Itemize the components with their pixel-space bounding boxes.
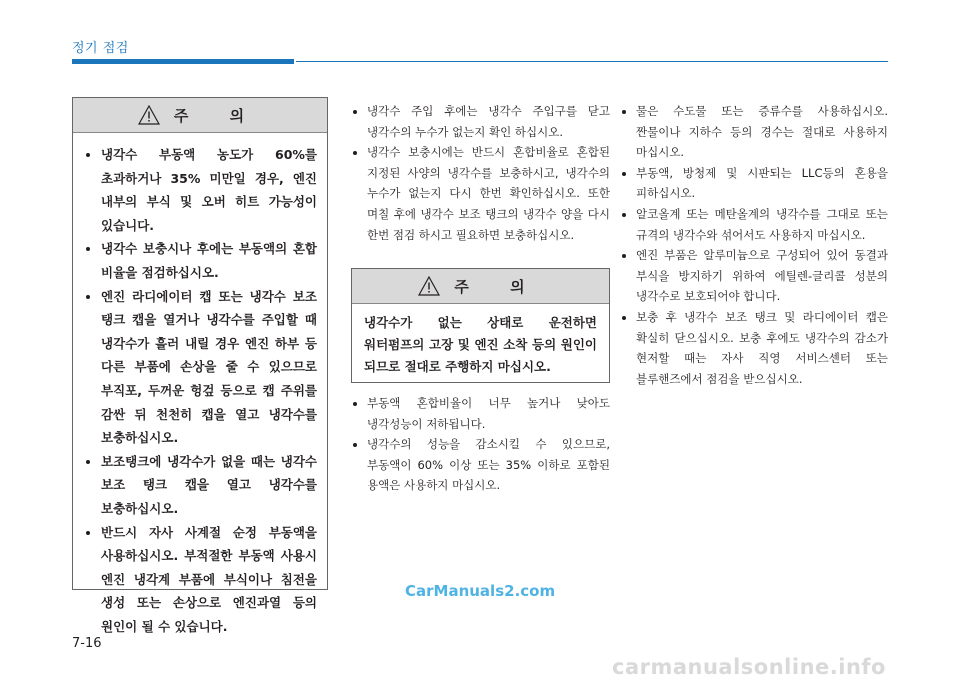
list-item: • 엔진 라디에이터 캡 또는 냉각수 보조 탱크 캡을 열거나 냉각수를 주입할 때 냉각수가 흘러 내릴 경우 엔진 하부 등 다른 부품에 손상을 줄 수 있으므로 부직포, 두꺼운 헝겊 등으로 캡 주위를 감싼 뒤 천천히 캡을 열고 냉각수를 보충하십시오. <box>101 285 317 450</box>
list-item: • 냉각수 보충시나 후에는 부동액의 혼합 비율을 점검하십시오. <box>101 237 317 284</box>
caution-title: 주 의 <box>173 106 263 125</box>
caution-header <box>73 98 327 133</box>
page-number: 7-16 <box>72 636 102 651</box>
list-item: • 부동액, 방청제 및 시판되는 LLC등의 혼용을 피하십시오. <box>636 163 888 204</box>
header-rule-thick <box>72 59 294 64</box>
list-item: • 반드시 자사 사계절 순정 부동액을 사용하십시오. 부적절한 부동액 사용시 엔진 냉각계 부품에 부식이나 침전을 생성 또는 손상으로 엔진과열 등의 원인이 될 수 있습니다. <box>101 521 317 639</box>
caution-title: 주 의 <box>454 277 543 296</box>
section-title: 정기 점검 <box>72 41 129 56</box>
list-item: • 냉각수 주입 후에는 냉각수 주입구를 닫고 냉각수의 누수가 없는지 확인 하십시오. <box>367 101 610 142</box>
watermark-corner: carmanualsonline.info <box>612 655 886 679</box>
caution-header <box>352 269 609 304</box>
list-item: • 냉각수의 성능을 감소시킬 수 있으므로, 부동액이 60% 이상 또는 35% 이하로 포함된 용액은 사용하지 마십시오. <box>367 434 610 496</box>
header-rule-thin <box>296 61 888 62</box>
list-item: • 부동액 혼합비율이 너무 높거나 낮아도 냉각성능이 저하됩니다. <box>367 393 610 434</box>
column-2-top <box>351 101 610 245</box>
caution-text: 냉각수가 없는 상태로 운전하면 워터펌프의 고장 및 엔진 소착 등의 원인이 되므로 절대로 주행하지 마십시오. <box>364 315 597 374</box>
column-3 <box>620 101 888 389</box>
watermark-link[interactable]: CarManuals2.com <box>405 582 556 600</box>
list-item: • 냉각수 부동액 농도가 60%를 초과하거나 35% 미만일 경우, 엔진 내부의 부식 및 오버 히트 가능성이 있습니다. <box>101 143 317 237</box>
list-item: • 보충 후 냉각수 보조 탱크 및 라디에이터 캡은 확실히 닫으십시오. 보충 후에도 냉각수의 감소가 현저할 때는 자사 직영 서비스센터 또는 블루핸즈에서 점검을 받으십시오. <box>636 307 888 389</box>
list-item: • 엔진 부품은 알루미늄으로 구성되어 있어 동결과 부식을 방지하기 위하여 에틸렌-글리콜 성분의 냉각수로 보호되어야 합니다. <box>636 245 888 307</box>
list-item: • 물은 수도물 또는 증류수를 사용하십시오. 짠물이나 지하수 등의 경수는 절대로 사용하지 마십시오. <box>636 101 888 163</box>
list-item: • 알코올계 또는 메탄올계의 냉각수를 그대로 또는 규격의 냉각수와 섞어서도 사용하지 마십시오. <box>636 204 888 245</box>
caution-box-2 <box>351 268 610 383</box>
caution-list <box>73 133 327 638</box>
column-2-bottom <box>351 393 610 496</box>
list-item: • 보조탱크에 냉각수가 없을 때는 냉각수 보조 탱크 캡을 열고 냉각수를 보충하십시오. <box>101 450 317 521</box>
caution-box-1 <box>72 97 328 634</box>
warning-triangle-icon <box>418 276 440 296</box>
list-item: • 냉각수 보충시에는 반드시 혼합비율로 혼합된 지정된 사양의 냉각수를 보충하시고, 냉각수의 누수가 없는지 다시 한번 확인하십시오. 또한 며칠 후에 냉각수 보조 탱크의 냉각수 양을 다시 한번 점검 하시고 필요하면 보충하십시오. <box>367 142 610 245</box>
warning-triangle-icon <box>138 105 160 125</box>
